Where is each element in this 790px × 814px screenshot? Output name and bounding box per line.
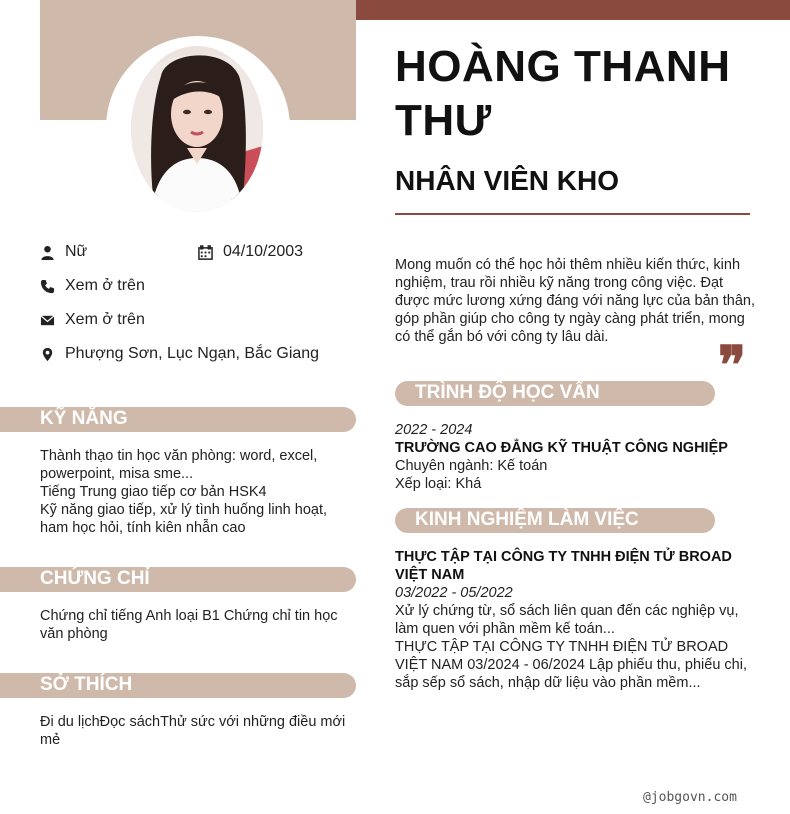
email-value: Xem ở trên	[65, 311, 145, 328]
hobbies-header	[0, 673, 356, 698]
experience-title: KINH NGHIỆM LÀM VIỆC	[415, 509, 639, 530]
user-icon	[40, 245, 55, 260]
skill-item: Thành thạo tin học văn phòng: word, excel, powerpoint, misa sme...	[40, 448, 318, 482]
skills-list	[40, 447, 350, 537]
skill-item: Kỹ năng giao tiếp, xử lý tình huống linh hoạt, ham học hỏi, tính kiên nhẫn cao	[40, 502, 328, 536]
experience-description: Xử lý chứng từ, sổ sách liên quan đến các nghiệp vụ, làm quen với phần mềm kế toán...	[395, 603, 739, 637]
gender-value: Nữ	[65, 243, 88, 260]
phone-row	[40, 277, 145, 295]
address-row	[40, 345, 319, 363]
address-value: Phượng Sơn, Lục Ngạn, Bắc Giang	[65, 345, 320, 362]
experience-entry	[395, 548, 751, 692]
certificates-text: Chứng chỉ tiếng Anh loại B1 Chứng chỉ tin học văn phòng	[40, 608, 338, 642]
profile-photo	[131, 46, 263, 212]
experience-period: 03/2022 - 05/2022	[395, 585, 513, 601]
education-rank: Xếp loại: Khá	[395, 476, 482, 492]
hobbies-title: SỞ THÍCH	[40, 674, 133, 695]
email-row	[40, 311, 145, 329]
gender-row	[40, 243, 87, 261]
skills-title: KỸ NĂNG	[40, 408, 128, 429]
skills-header	[0, 407, 356, 432]
quote-icon: ❞	[718, 335, 746, 396]
candidate-name: HOÀNG THANH THƯ	[395, 42, 731, 145]
certificates-header	[0, 567, 356, 592]
education-major: Chuyên ngành: Kế toán	[395, 458, 548, 474]
phone-value: Xem ở trên	[65, 277, 145, 294]
experience-extra: THỰC TẬP TẠI CÔNG TY TNHH ĐIỆN TỬ BROAD VIỆT NAM 03/2024 - 06/2024 Lập phiếu thu, phiếu chi, sắp sếp sổ sách, nhập dữ liệu vào phần mềm...	[395, 639, 748, 691]
mail-icon	[40, 313, 55, 328]
location-pin-icon	[40, 347, 55, 362]
career-objective: Mong muốn có thể học hỏi thêm nhiều kiến thức, kinh nghiệm, trau rồi nhiều kỹ năng trong công việc. Đạt được mức lương xứng đáng với năng lực của bản thân, góp phần giúp cho công ty ngày càng phát triển, mong có thể gắn bó với công ty lâu dài.	[395, 257, 755, 345]
hobbies-text: Đi du lịchĐọc sáchThử sức với những điều mới mẻ	[40, 714, 346, 748]
education-header	[395, 381, 715, 406]
skill-item: Tiếng Trung giao tiếp cơ bản HSK4	[40, 484, 267, 500]
certificates-title: CHỨNG CHỈ	[40, 568, 150, 589]
education-school: TRƯỜNG CAO ĐẲNG KỸ THUẬT CÔNG NGHIỆP	[395, 440, 728, 456]
education-period: 2022 - 2024	[395, 422, 473, 438]
calendar-icon	[198, 245, 213, 260]
phone-icon	[40, 279, 55, 294]
watermark: @jobgovn.com	[643, 790, 737, 805]
top-accent-bar	[356, 0, 790, 20]
education-title: TRÌNH ĐỘ HỌC VẤN	[415, 382, 600, 403]
experience-header	[395, 508, 715, 533]
job-title: NHÂN VIÊN KHO	[395, 165, 620, 196]
experience-position: THỰC TẬP TẠI CÔNG TY TNHH ĐIỆN TỬ BROAD VIỆT NAM	[395, 549, 732, 583]
birthdate-value: 04/10/2003	[223, 243, 304, 260]
education-entry	[395, 421, 755, 493]
title-divider	[395, 213, 750, 215]
birthdate-row	[198, 243, 303, 261]
